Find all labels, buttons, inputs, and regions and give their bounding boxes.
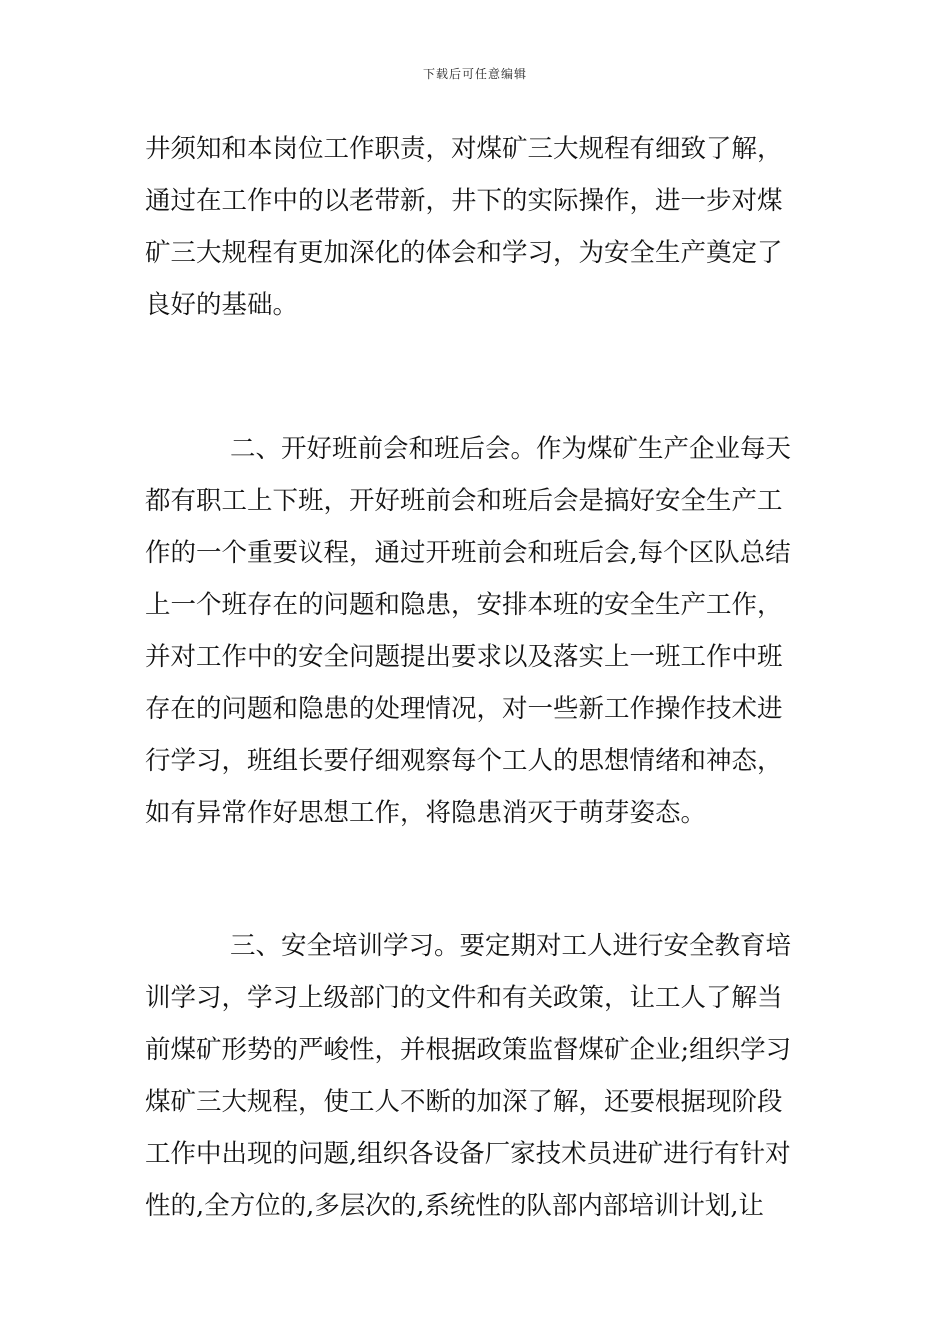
text-line: 并对工作中的安全问题提出要求以及落实上一班工作中班 bbox=[145, 642, 783, 672]
text-line: 前煤矿形势的严峻性，并根据政策监督煤矿企业;组织学习 bbox=[145, 1035, 792, 1065]
text-line: 性的,全方位的,多层次的,系统性的队部内部培训计划,让 bbox=[145, 1191, 764, 1221]
text-line: 上一个班存在的问题和隐患，安排本班的安全生产工作， bbox=[145, 590, 783, 620]
text-line: 矿三大规程有更加深化的体会和学习，为安全生产奠定了 bbox=[145, 238, 783, 268]
text-line: 作的一个重要议程，通过开班前会和班后会,每个区队总结 bbox=[145, 538, 791, 568]
text-line: 二、开好班前会和班后会。作为煤矿生产企业每天 bbox=[230, 434, 792, 464]
text-line: 三、安全培训学习。要定期对工人进行安全教育培 bbox=[230, 931, 792, 961]
text-line: 如有异常作好思想工作，将隐患消灭于萌芽姿态。 bbox=[145, 798, 707, 828]
text-line: 都有职工上下班，开好班前会和班后会是搞好安全生产工 bbox=[145, 486, 783, 516]
text-line: 存在的问题和隐患的处理情况，对一些新工作操作技术进 bbox=[145, 694, 783, 724]
page-header: 下载后可任意编辑 bbox=[422, 67, 527, 81]
text-line: 工作中出现的问题,组织各设备厂家技术员进矿进行有针对 bbox=[145, 1139, 791, 1169]
text-line: 井须知和本岗位工作职责，对煤矿三大规程有细致了解， bbox=[145, 134, 783, 164]
text-line: 良好的基础。 bbox=[145, 290, 299, 320]
text-line: 训学习，学习上级部门的文件和有关政策，让工人了解当 bbox=[145, 983, 783, 1013]
text-line: 煤矿三大规程，使工人不断的加深了解，还要根据现阶段 bbox=[145, 1087, 783, 1117]
text-line: 行学习，班组长要仔细观察每个工人的思想情绪和神态， bbox=[145, 746, 783, 776]
text-line: 通过在工作中的以老带新，井下的实际操作，进一步对煤 bbox=[145, 186, 783, 216]
